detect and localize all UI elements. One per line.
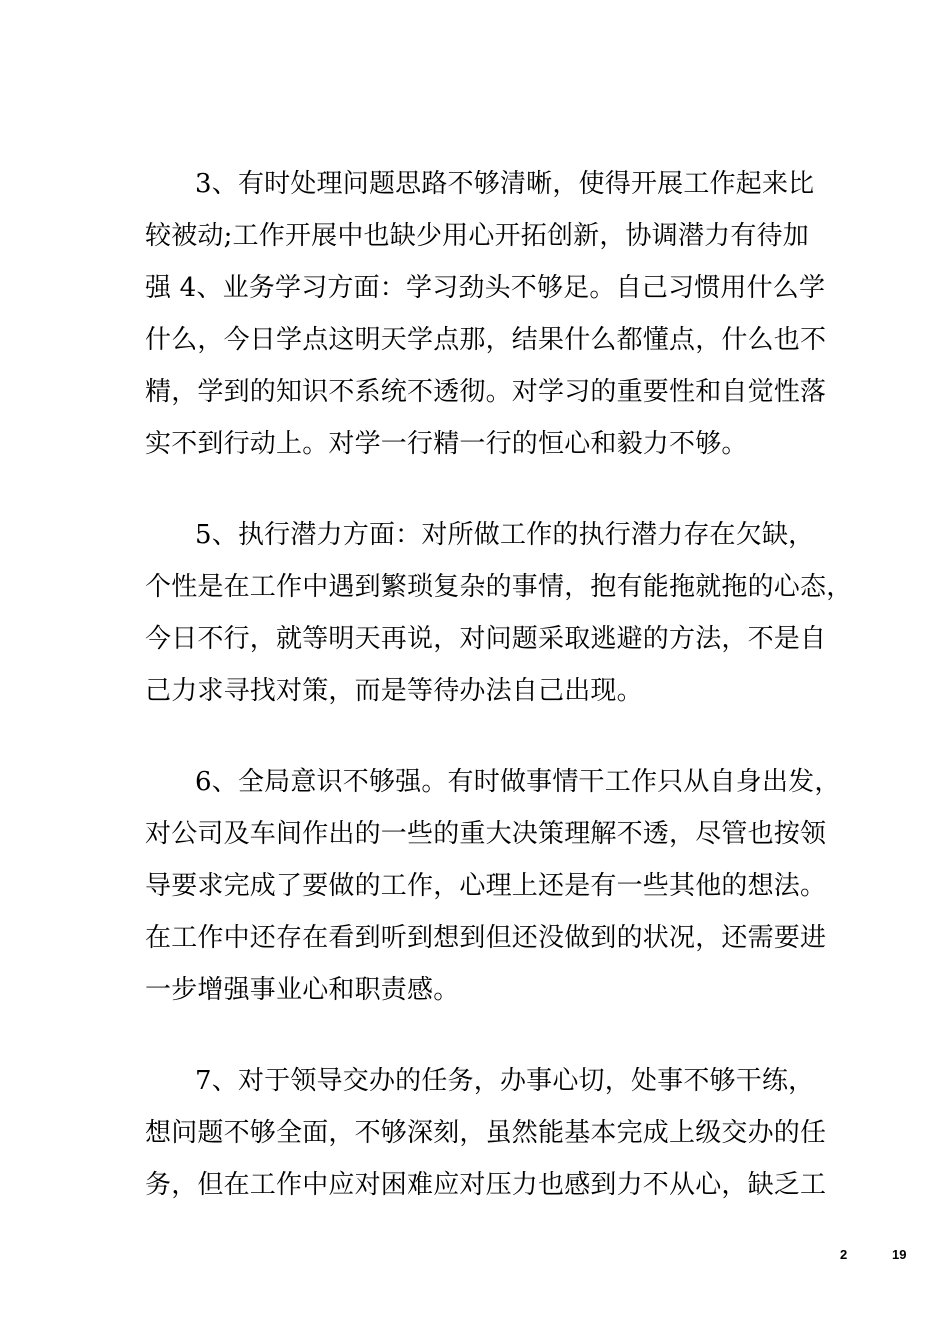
text-line: 7、对于领导交办的任务，办事心切，处事不够干练， [195,1066,815,1096]
text-line: 个性是在工作中遇到繁琐复杂的事情，抱有能拖就拖的心态， [145,572,853,602]
paragraph-5 [145,509,853,717]
text-line: 6、全局意识不够强。有时做事情干工作只从自身出发， [195,767,841,797]
text-line: 导要求完成了要做的工作，心理上还是有一些其他的想法。 [145,871,827,901]
current-page-number: 2 [840,1247,848,1262]
text-line: 在工作中还存在看到听到想到但还没做到的状况，还需要进 [145,923,827,953]
paragraph-7 [145,1055,825,1211]
text-line: 想问题不够全面，不够深刻，虽然能基本完成上级交办的任 [145,1118,827,1148]
text-line: 强 4、业务学习方面：学习劲头不够足。自己习惯用什么学 [145,273,826,303]
paragraph-6 [145,756,841,1016]
text-line: 己力求寻找对策，而是等待办法自己出现。 [145,676,643,706]
text-line: 3、有时处理问题思路不够清晰，使得开展工作起来比 [195,169,815,199]
text-line: 务，但在工作中应对困难应对压力也感到力不从心，缺乏工 [145,1170,827,1200]
text-line: 什么，今日学点这明天学点那，结果什么都懂点，什么也不 [145,325,827,355]
text-line: 一步增强事业心和职责感。 [145,975,460,1005]
text-line: 实不到行动上。对学一行精一行的恒心和毅力不够。 [145,429,748,459]
text-line: 5、执行潜力方面：对所做工作的执行潜力存在欠缺， [195,520,815,550]
text-line: 较被动;工作开展中也缺少用心开拓创新，协调潜力有待加 [145,221,809,251]
text-line: 精，学到的知识不系统不透彻。对学习的重要性和自觉性落 [145,377,827,407]
paragraph-3-4 [145,158,825,470]
text-line: 对公司及车间作出的一些的重大决策理解不透，尽管也按领 [145,819,827,849]
text-line: 今日不行，就等明天再说，对问题采取逃避的方法，不是自 [145,624,827,654]
total-pages-number: 19 [892,1247,907,1262]
